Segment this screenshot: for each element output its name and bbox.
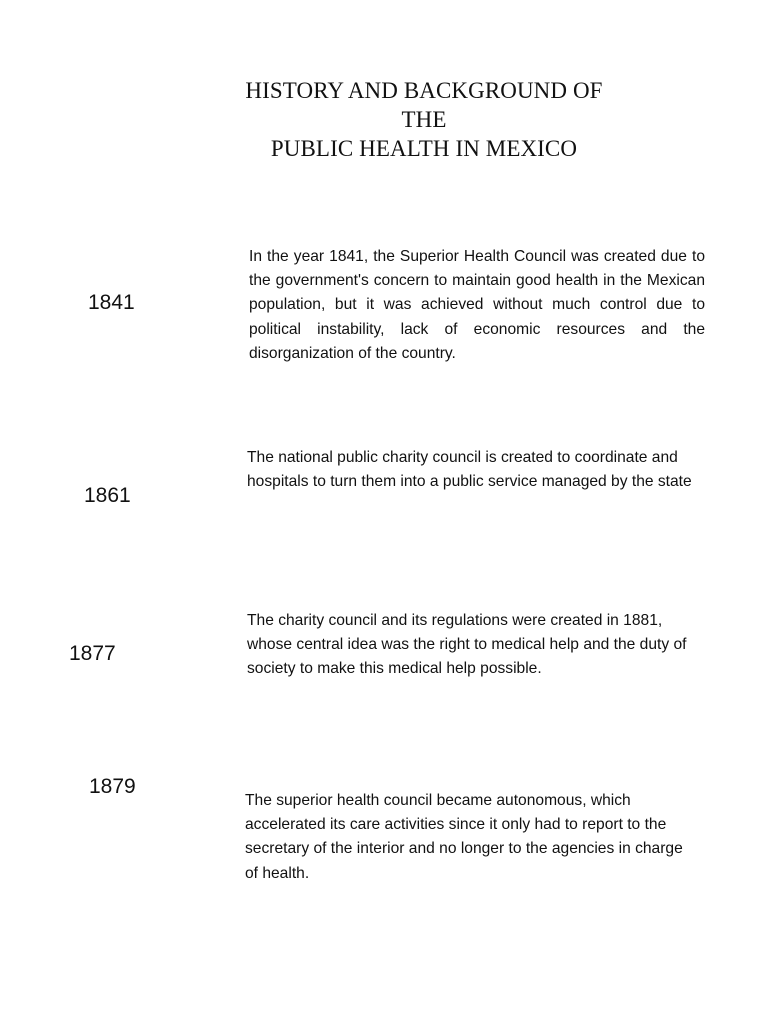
year-1841: 1841 bbox=[88, 291, 135, 314]
title-line-3: PUBLIC HEALTH IN MEXICO bbox=[270, 136, 578, 161]
entry-1879-text: The superior health council became autonomous, which accelerated its care activities since it only had to report to the secretary of the interior and no longer to the agencies in charge of health. bbox=[245, 792, 683, 882]
entry-1861-text: The national public charity council is created to coordinate and hospitals to turn them into a public service managed by the state bbox=[247, 449, 692, 491]
title-line-2: THE bbox=[401, 107, 447, 132]
title-line-1: HISTORY AND BACKGROUND OF bbox=[245, 78, 603, 103]
year-1879: 1879 bbox=[89, 775, 136, 798]
year-1877: 1877 bbox=[69, 642, 116, 665]
year-1861: 1861 bbox=[84, 484, 131, 507]
document-title bbox=[0, 76, 768, 163]
entry-1841-text: In the year 1841, the Superior Health Council was created due to the government's concern to maintain good health in the Mexican population, but it was achieved without much control due to political instability, lack of economic resources and the disorganization of the country. bbox=[249, 248, 705, 362]
entry-1877-text: The charity council and its regulations were created in 1881, whose central idea was the right to medical help and the duty of society to make this medical help possible. bbox=[247, 612, 687, 678]
